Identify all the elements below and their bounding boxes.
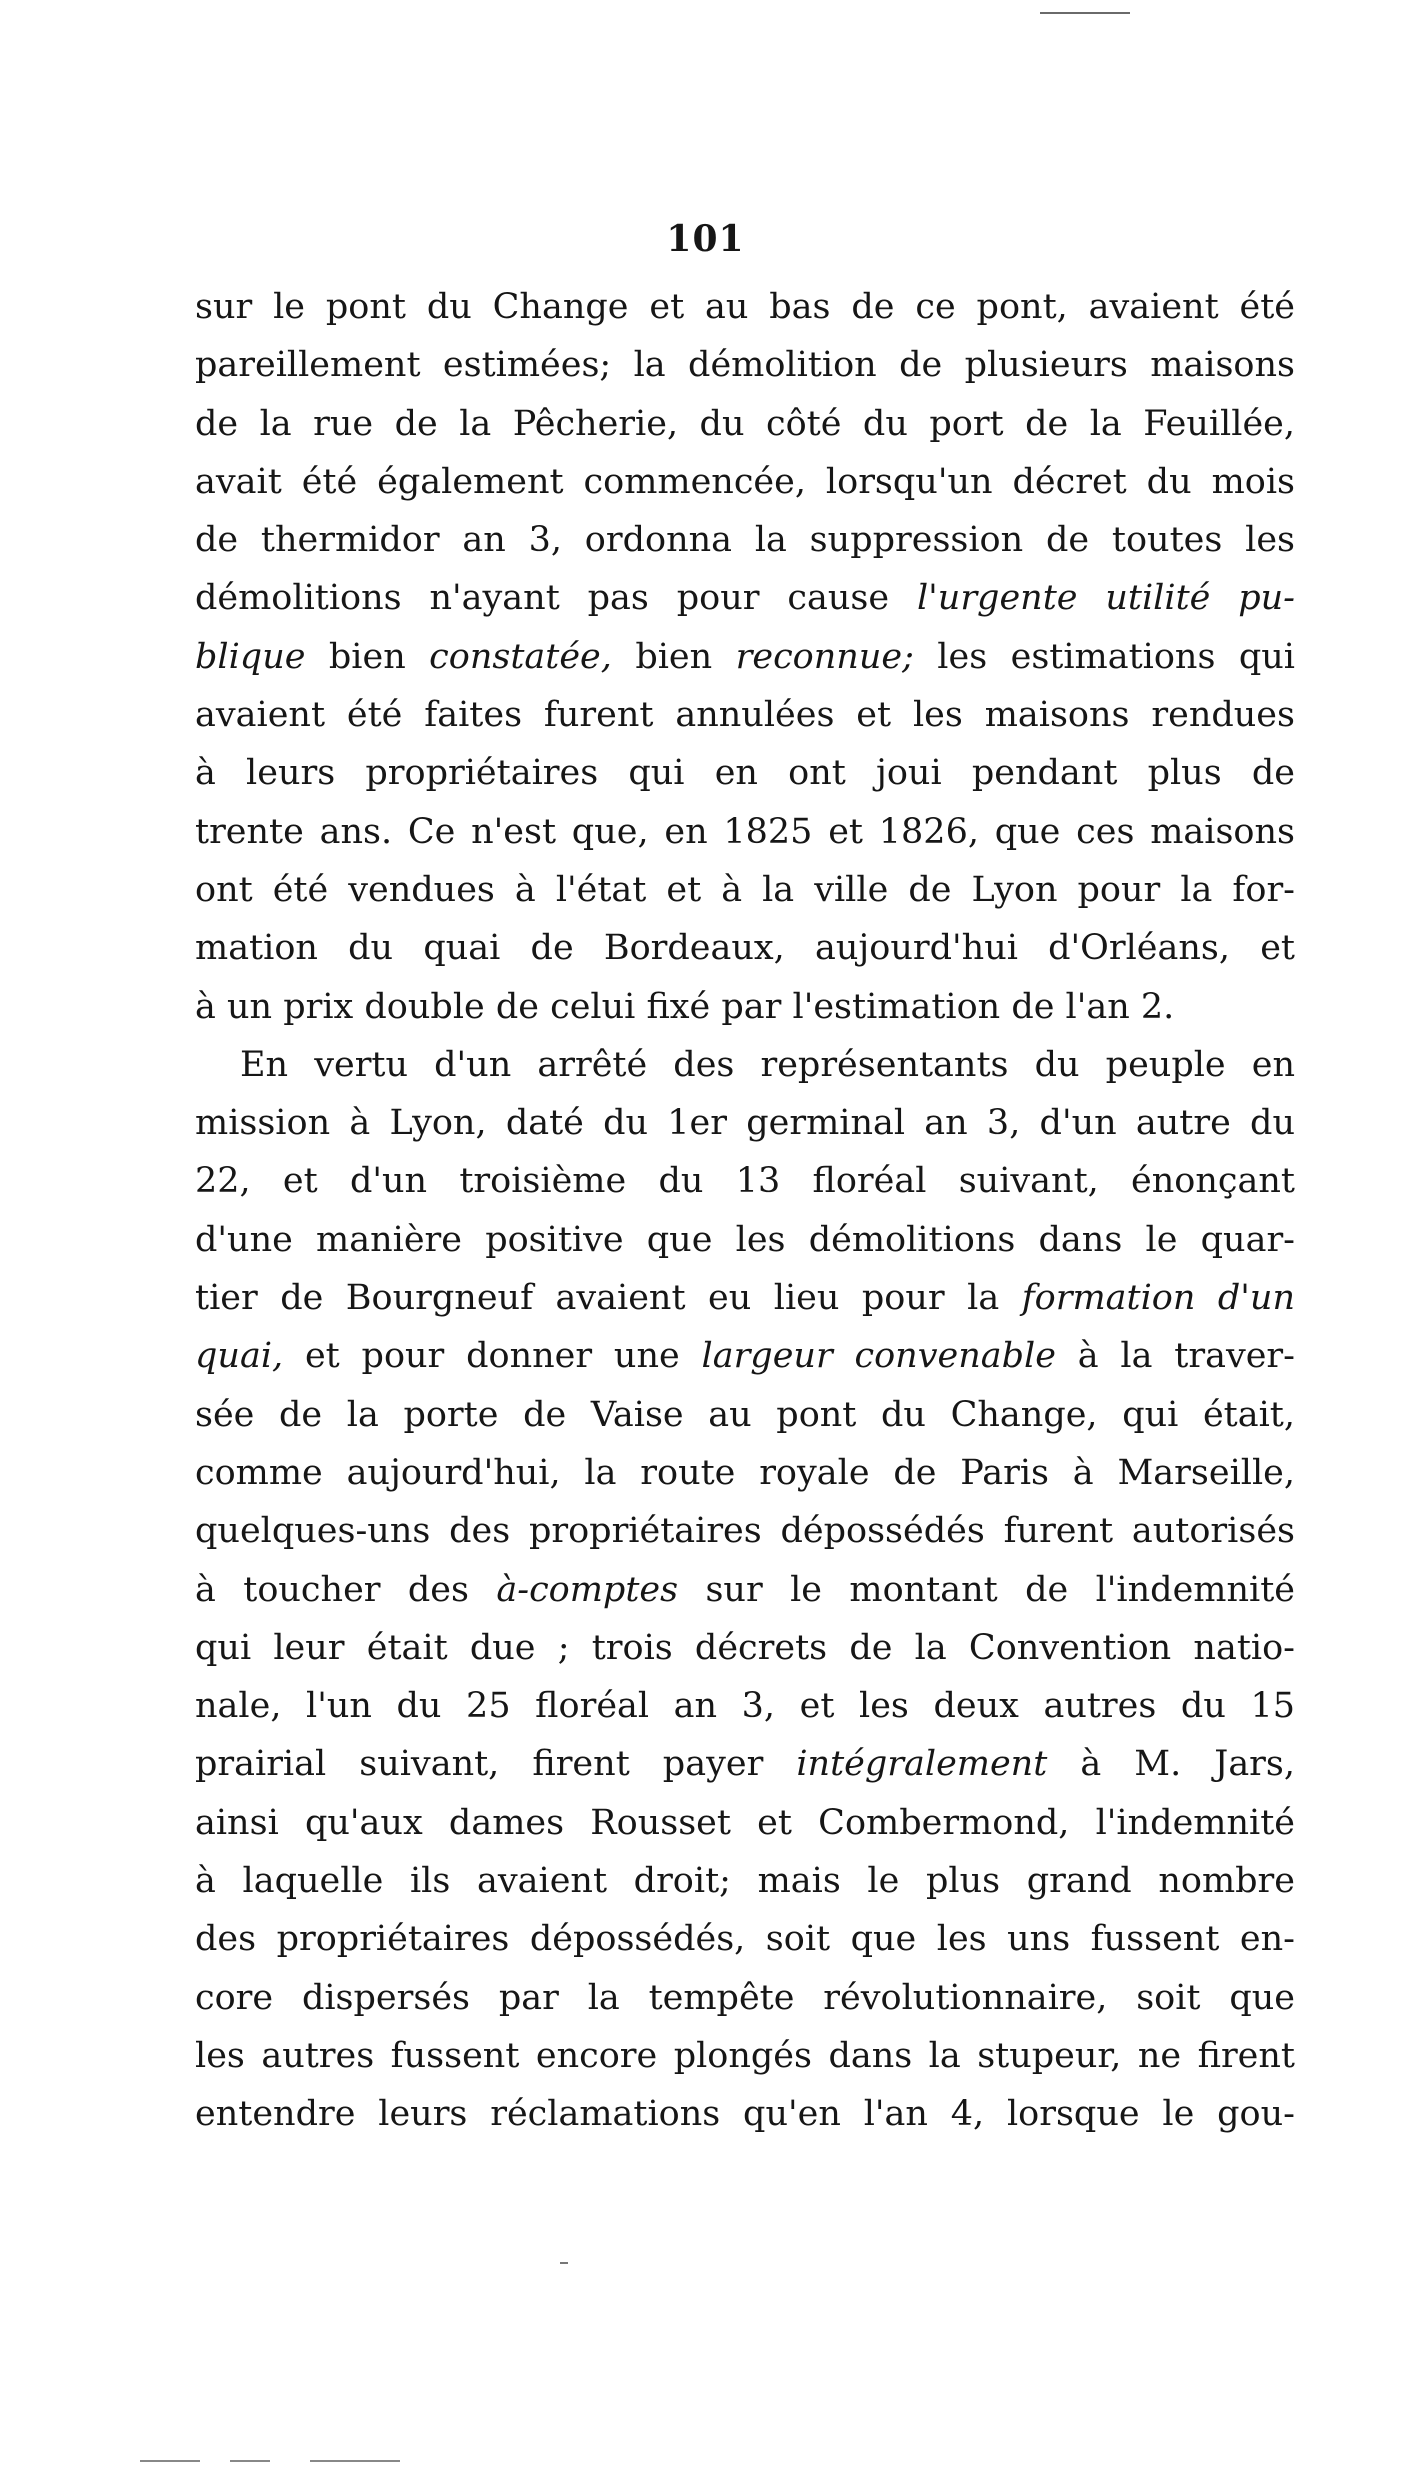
italic-text: à-comptes [496,1569,679,1610]
italic-text: formation d'un [1021,1278,1295,1319]
text-line: core dispersés par la tempête révolutionnaire, soit que [195,1977,1295,2018]
text-line: qui leur était due ; trois décrets de la Convention natio- [195,1627,1295,1668]
text-fragment: à toucher des [195,1569,497,1610]
text-line: avaient été faites furent annulées et les maisons rendues [195,695,1295,736]
text-line: trente ans. Ce n'est que, en 1825 et 1826, que ces maisons [195,811,1295,852]
text-line [195,569,1295,627]
text-line: mission à Lyon, daté du 1er germinal an 3, d'un autre du [195,1103,1295,1144]
text-fragment: tier de Bourgneuf avaient eu lieu pour la [195,1278,1022,1319]
text-line: sée de la porte de Vaise au pont du Change, qui était, [195,1394,1295,1435]
italic-text: quai, [195,1336,284,1377]
italic-text: largeur convenable [701,1336,1056,1377]
text-line: entendre leurs réclamations qu'en l'an 4, lorsque le gou- [195,2094,1295,2135]
text-line: En vertu d'un arrêté des représentants du peuple en [240,1044,1295,1085]
top-rule [1040,12,1130,14]
text-line: avait été également commencée, lorsqu'un décret du mois [195,461,1295,502]
italic-text: blique [195,636,306,677]
text-line: d'une manière positive que les démolitions dans le quar- [195,1219,1295,1260]
text-line: à leurs propriétaires qui en ont joui pendant plus de [195,753,1295,794]
italic-text: l'urgente utilité pu- [916,578,1296,619]
text-line: les autres fussent encore plongés dans la stupeur, ne firent [195,2035,1295,2076]
text-line [195,1269,1295,1327]
page-number: 101 [666,218,745,260]
text-line: ainsi qu'aux dames Rousset et Combermond, l'indemnité [195,1802,1295,1843]
text-line: sur le pont du Change et au bas de ce pont, avaient été [195,287,1295,327]
text-line [195,1735,1295,1793]
text-line: ont été vendues à l'état et à la ville de Lyon pour la for- [195,869,1295,910]
text-fragment: bien [305,636,430,677]
text-line: 22, et d'un troisième du 13 floréal suivant, énonçant [195,1161,1295,1202]
text-line: comme aujourd'hui, la route royale de Paris à Marseille, [195,1452,1295,1493]
body-text [195,278,1295,2144]
text-line: pareillement estimées; la démolition de plusieurs maisons [195,345,1295,386]
text-line [195,1327,1295,1385]
italic-text: reconnue; [735,636,914,677]
text-line: nale, l'un du 25 floréal an 3, et les deux autres du 15 [195,1686,1295,1727]
text-line: mation du quai de Bordeaux, aujourd'hui d'Orléans, et [195,928,1295,969]
text-fragment: les estimations qui [913,636,1295,677]
text-line [195,1561,1295,1619]
italic-text: constatée, [429,636,612,677]
text-line: des propriétaires dépossédés, soit que les uns fussent en- [195,1919,1295,1960]
text-line: de thermidor an 3, ordonna la suppression de toutes les [195,520,1295,561]
text-line [195,628,1295,686]
text-fragment: à M. Jars, [1047,1744,1296,1785]
text-line: de la rue de la Pêcherie, du côté du port de la Feuillée, [195,403,1295,444]
text-fragment: prairial suivant, firent payer [195,1744,797,1785]
text-line: à un prix double de celui fixé par l'estimation de l'an 2. [195,986,1175,1027]
bottom-edge-marks [140,2460,420,2462]
italic-text: intégralement [796,1744,1048,1785]
text-fragment: bien [611,636,736,677]
print-speck [560,2262,568,2264]
text-fragment: sur le montant de l'indemnité [678,1569,1295,1610]
text-fragment: à la traver- [1055,1336,1295,1377]
text-line: à laquelle ils avaient droit; mais le plus grand nombre [195,1861,1295,1902]
text-line: quelques-uns des propriétaires dépossédés furent autorisés [195,1511,1295,1552]
text-fragment: démolitions n'ayant pas pour cause [195,578,917,619]
text-fragment: et pour donner une [283,1336,702,1377]
